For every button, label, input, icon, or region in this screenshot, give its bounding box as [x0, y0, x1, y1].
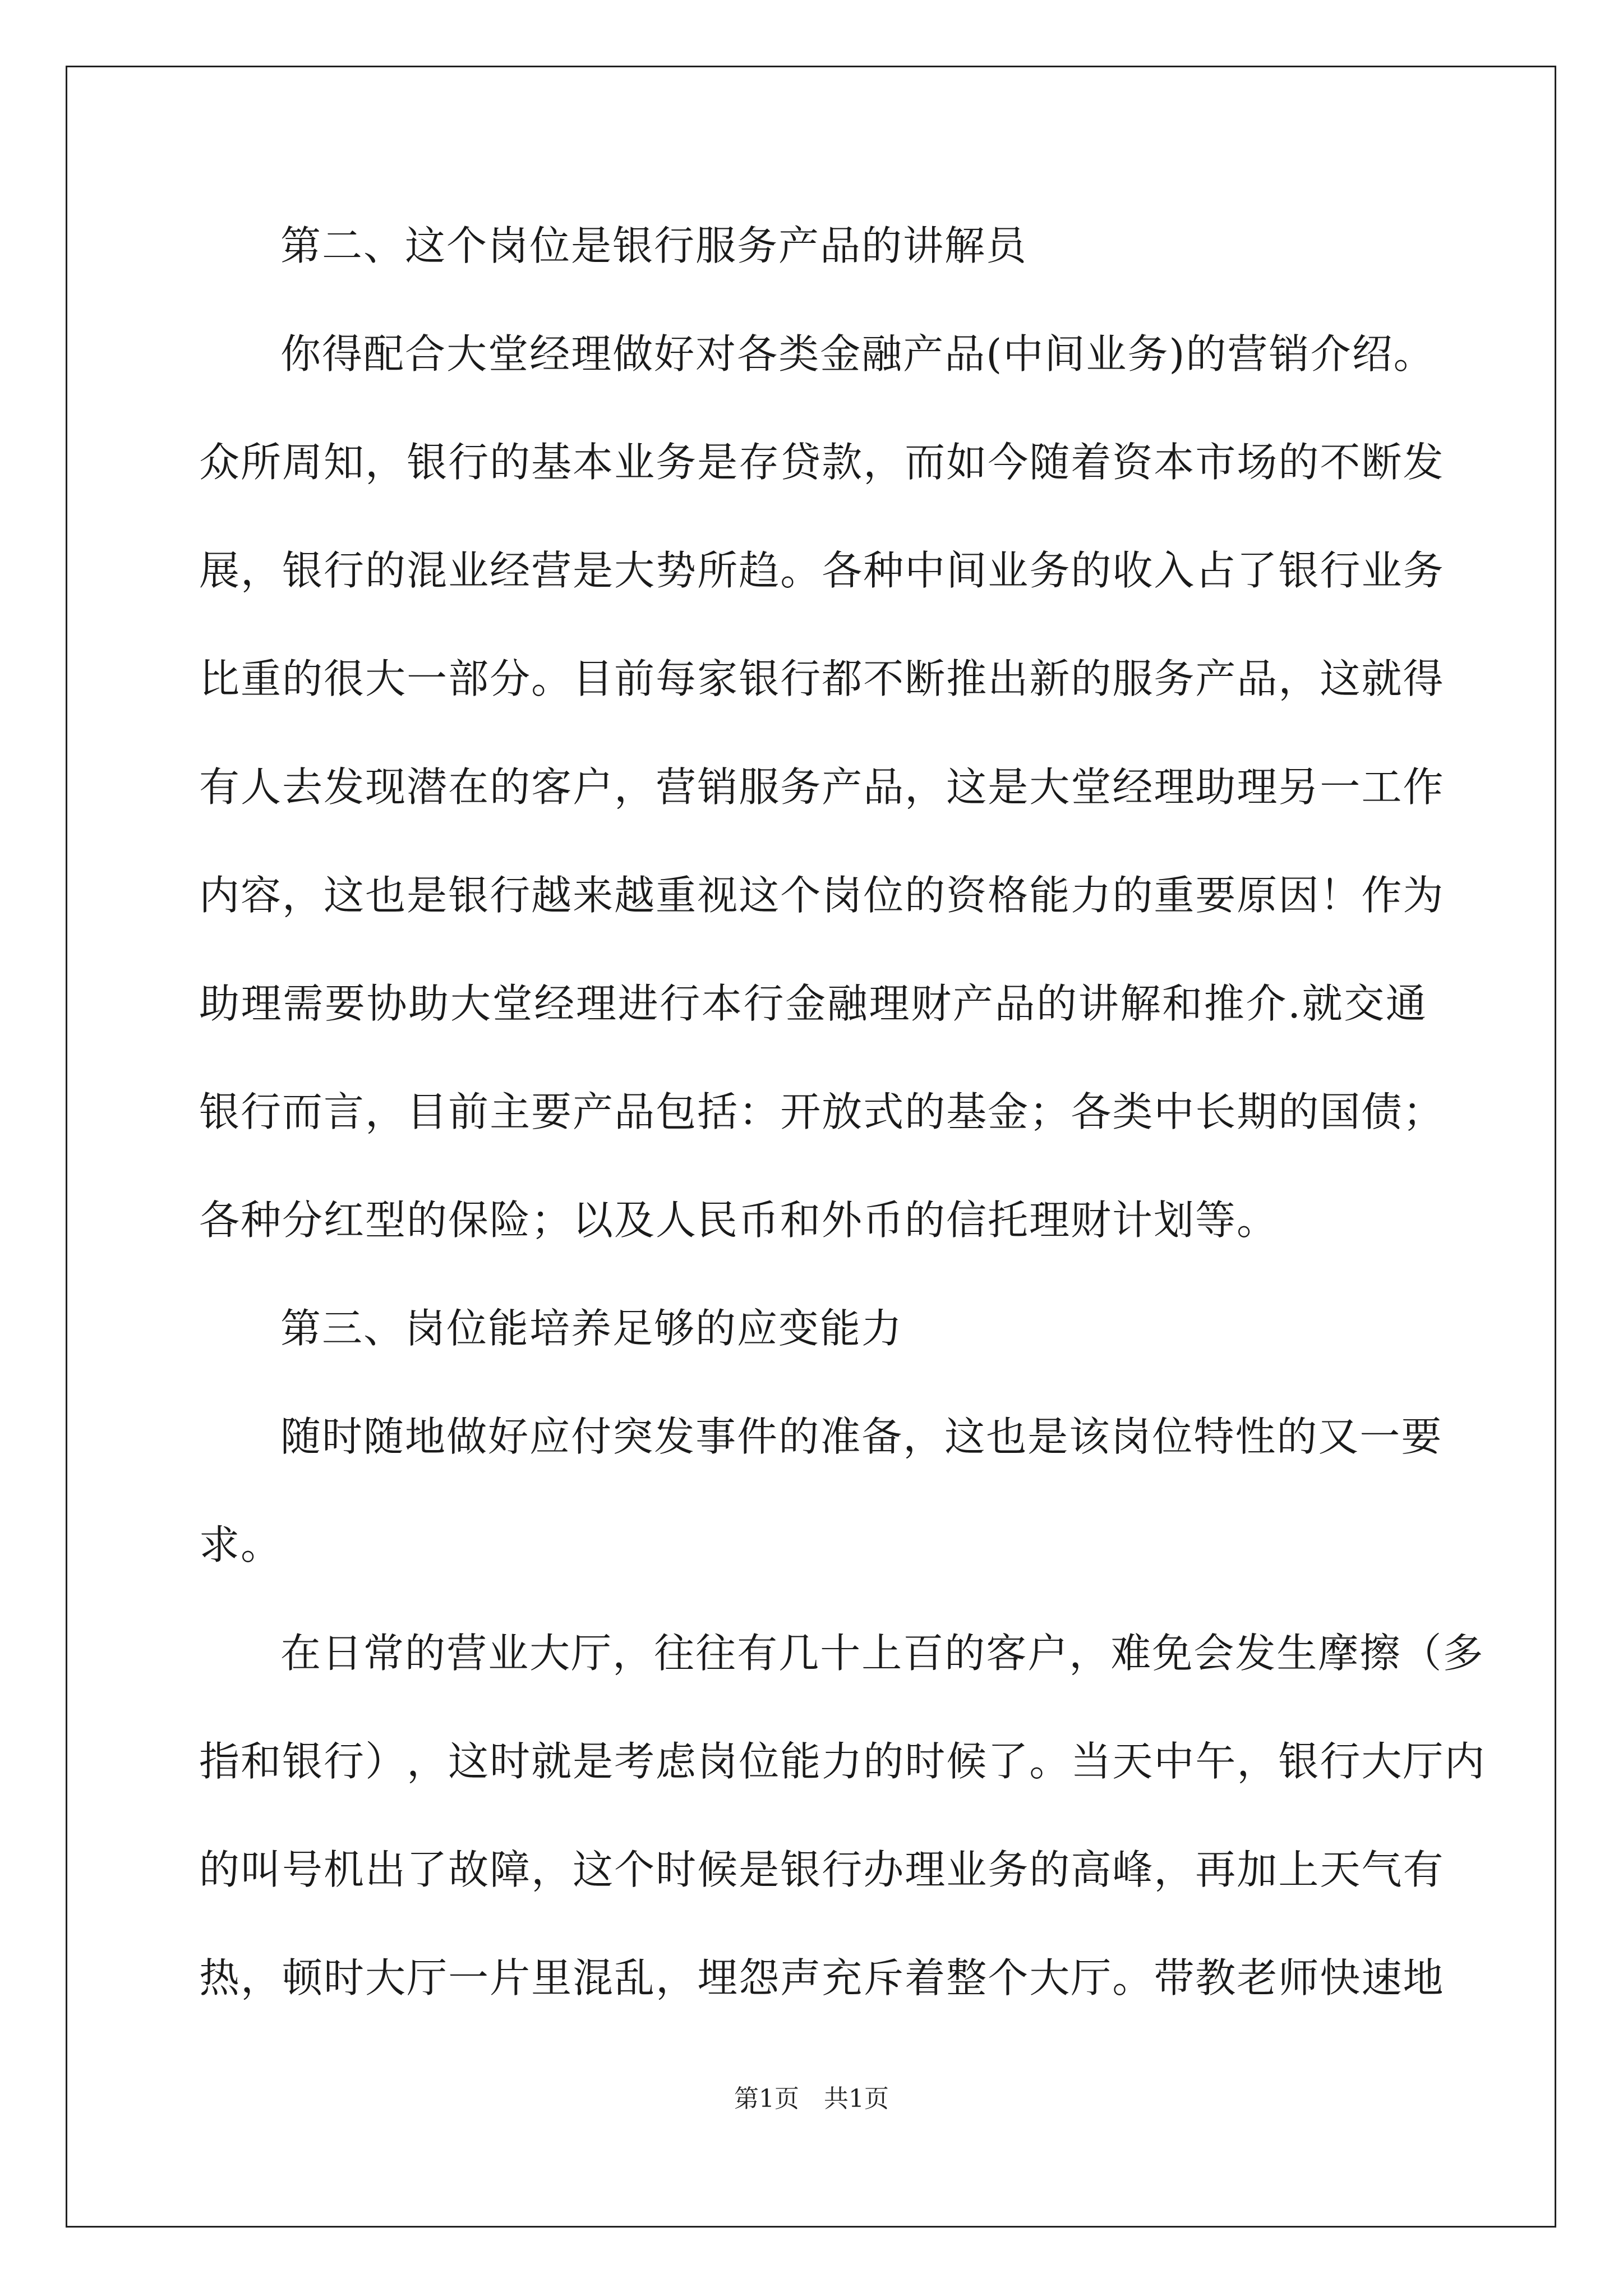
paragraph-line: 比 重 的 很 大 一 部 分 。 目 前 每 家 银 行 都 不 断 推 出 新 的 服 务 产 品 ， 这 就 得 — [199, 655, 1445, 702]
section-heading: 第三、岗位能培养足够的应变能力 — [280, 1305, 903, 1352]
paragraph-line: 内 容 ， 这 也 是 银 行 越 来 越 重 视 这 个 岗 位 的 资 格 能 力 的 重 要 原 因 ！ 作 为 — [199, 872, 1445, 919]
paragraph-line: 有 人 去 发 现 潜 在 的 客 户 ， 营 销 服 务 产 品 ， 这 是 大 堂 经 理 助 理 另 一 工 作 — [199, 763, 1445, 811]
paragraph-line: 在 日 常 的 营 业 大 厅 ， 往 往 有 几 十 上 百 的 客 户 ， 难 免 会 发 生 摩 擦 （ 多 — [280, 1630, 1484, 1677]
document-body — [199, 222, 1486, 2062]
paragraph-line: 你 得 配 合 大 堂 经 理 做 好 对 各 类 金 融 产 品 ( 中 间 业 务 ) 的 营 销 介 绍 。 — [280, 330, 1435, 378]
section-heading: 第二、这个岗位是银行服务产品的讲解员 — [280, 222, 1028, 269]
paragraph-line: 助 理 需 要 协 助 大 堂 经 理 进 行 本 行 金 融 理 财 产 品 的 讲 解 和 推 介 . 就 交 通 — [199, 980, 1427, 1027]
paragraph-line: 热 ， 顿 时 大 厅 一 片 里 混 乱 ， 埋 怨 声 充 斥 着 整 个 大 厅 。 带 教 老 师 快 速 地 — [199, 1954, 1445, 2001]
paragraph-line: 随 时 随 地 做 好 应 付 突 发 事 件 的 准 备 ， 这 也 是 该 岗 位 特 性 的 又 一 要 — [280, 1413, 1443, 1460]
paragraph-line: 各种分红型的保险；以及人民币和外币的信托理财计划等。 — [199, 1197, 1279, 1244]
paragraph-line: 指 和 银 行 ） ， 这 时 就 是 考 虑 岗 位 能 力 的 时 候 了 。 当 天 中 午 ， 银 行 大 厅 内 — [199, 1738, 1486, 1785]
page-footer: 第1页 共1页 — [734, 2085, 889, 2113]
paragraph-line: 众 所 周 知 ， 银 行 的 基 本 业 务 是 存 贷 款 ， 而 如 今 随 着 资 本 市 场 的 不 断 发 — [199, 439, 1445, 486]
paragraph-line: 求。 — [199, 1521, 283, 1568]
paragraph-line: 的 叫 号 机 出 了 故 障 ， 这 个 时 候 是 银 行 办 理 业 务 的 高 峰 ， 再 加 上 天 气 有 — [199, 1846, 1445, 1893]
paragraph-line: 银 行 而 言 ， 目 前 主 要 产 品 包 括 ： 开 放 式 的 基 金 ； 各 类 中 长 期 的 国 债 ； — [199, 1088, 1445, 1135]
paragraph-line: 展 ， 银 行 的 混 业 经 营 是 大 势 所 趋 。 各 种 中 间 业 务 的 收 入 占 了 银 行 业 务 — [199, 547, 1445, 594]
